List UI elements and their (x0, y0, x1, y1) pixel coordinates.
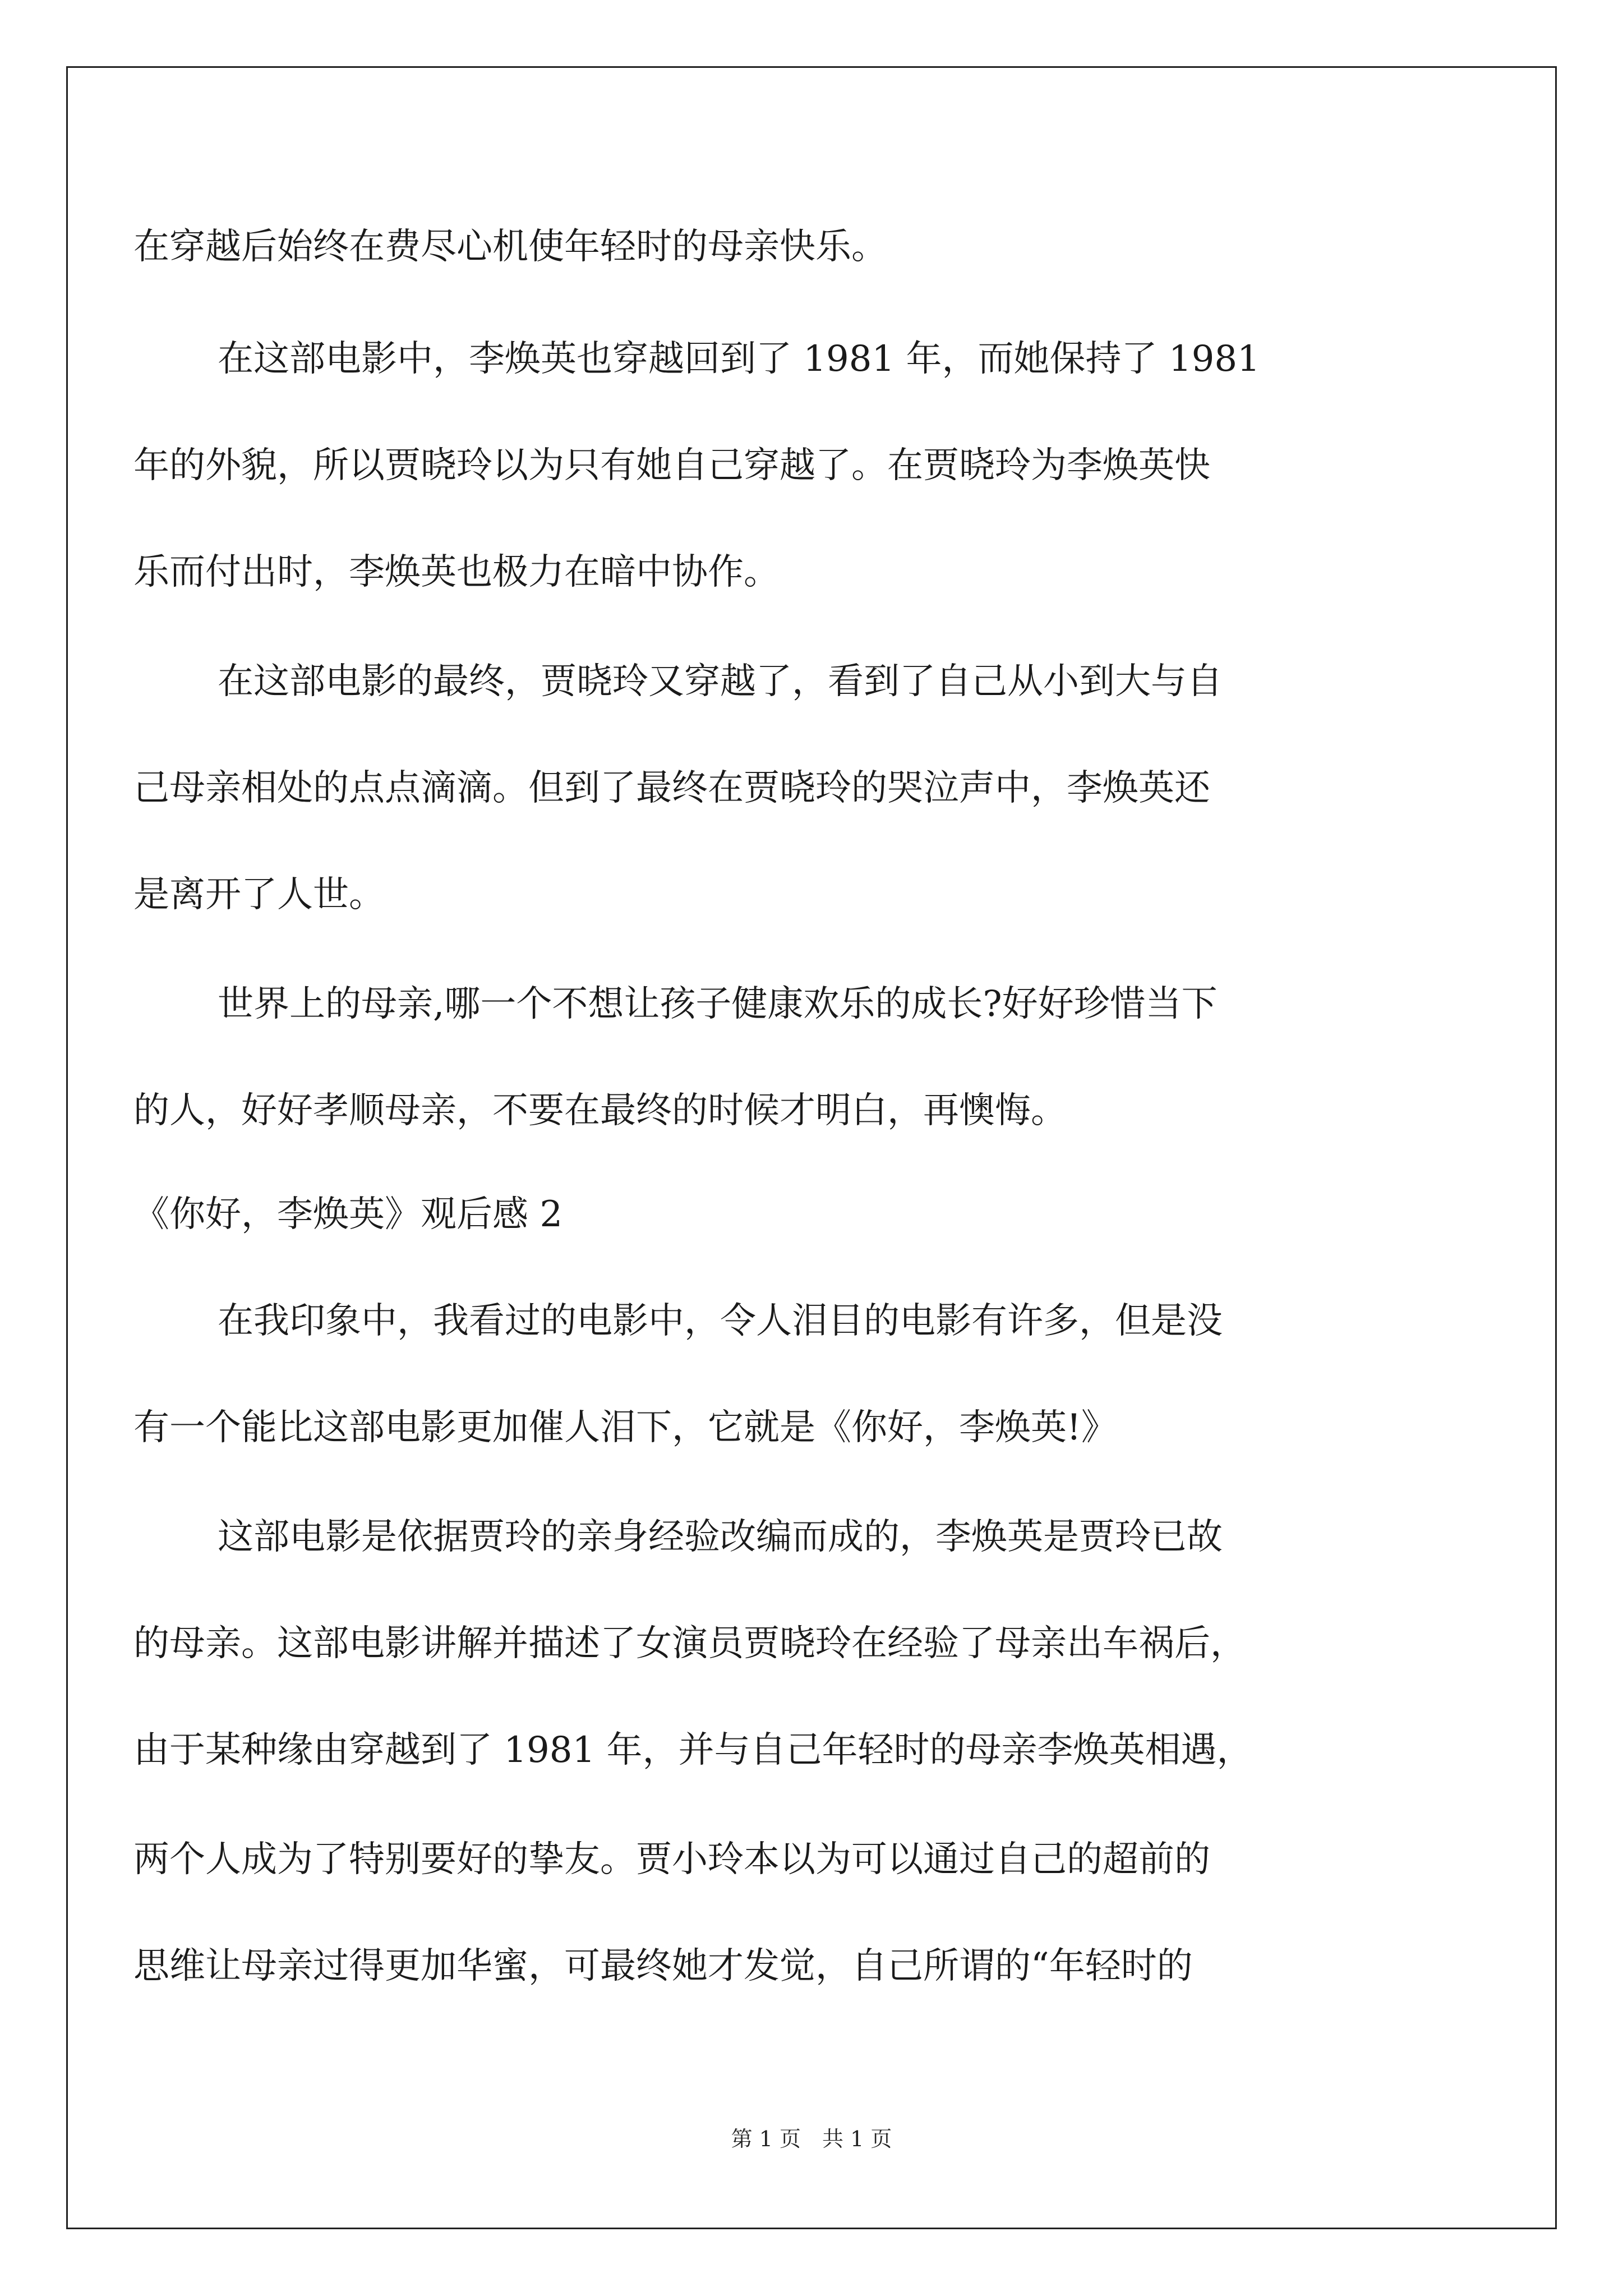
paragraph-line: 在我印象中，我看过的电影中，令人泪目的电影有许多，但是没 (218, 1300, 1223, 1342)
paragraph-line: 己母亲相处的点点滴滴。但到了最终在贾晓玲的哭泣声中，李焕英还 (133, 767, 1210, 809)
paragraph-line: 年的外貌，所以贾晓玲以为只有她自己穿越了。在贾晓玲为李焕英快 (133, 445, 1210, 486)
paragraph-line: 这部电影是依据贾玲的亲身经验改编而成的，李焕英是贾玲已故 (218, 1516, 1223, 1558)
paragraph-line: 的母亲。这部电影讲解并描述了女演员贾晓玲在经验了母亲出车祸后， (133, 1623, 1246, 1664)
paragraph-line: 乐而付出时，李焕英也极力在暗中协作。 (133, 551, 780, 593)
page-border (66, 66, 1557, 2229)
paragraph-line: 的人，好好孝顺母亲，不要在最终的时候才明白，再懊悔。 (133, 1090, 1067, 1131)
paragraph-line: 在穿越后始终在费尽心机使年轻时的母亲快乐。 (133, 226, 887, 268)
paragraph-line: 在这部电影的最终，贾晓玲又穿越了，看到了自己从小到大与自 (218, 661, 1223, 702)
section-heading: 《你好，李焕英》观后感 2 (133, 1194, 563, 1235)
paragraph-line: 两个人成为了特别要好的挚友。贾小玲本以为可以通过自己的超前的 (133, 1839, 1210, 1880)
paragraph-line: 思维让母亲过得更加华蜜，可最终她才发觉，自己所谓的“年轻时的 (133, 1945, 1193, 1987)
paragraph-line: 是离开了人世。 (133, 874, 385, 915)
page-number-footer: 第 1 页 共 1 页 (731, 2127, 892, 2151)
paragraph-line: 世界上的母亲,哪一个不想让孩子健康欢乐的成长?好好珍惜当下 (218, 983, 1218, 1025)
paragraph-line: 在这部电影中，李焕英也穿越回到了 1981 年，而她保持了 1981 (218, 338, 1260, 380)
paragraph-line: 由于某种缘由穿越到了 1981 年，并与自己年轻时的母亲李焕英相遇， (133, 1729, 1253, 1771)
paragraph-line: 有一个能比这部电影更加催人泪下，它就是《你好，李焕英!》 (133, 1407, 1117, 1448)
